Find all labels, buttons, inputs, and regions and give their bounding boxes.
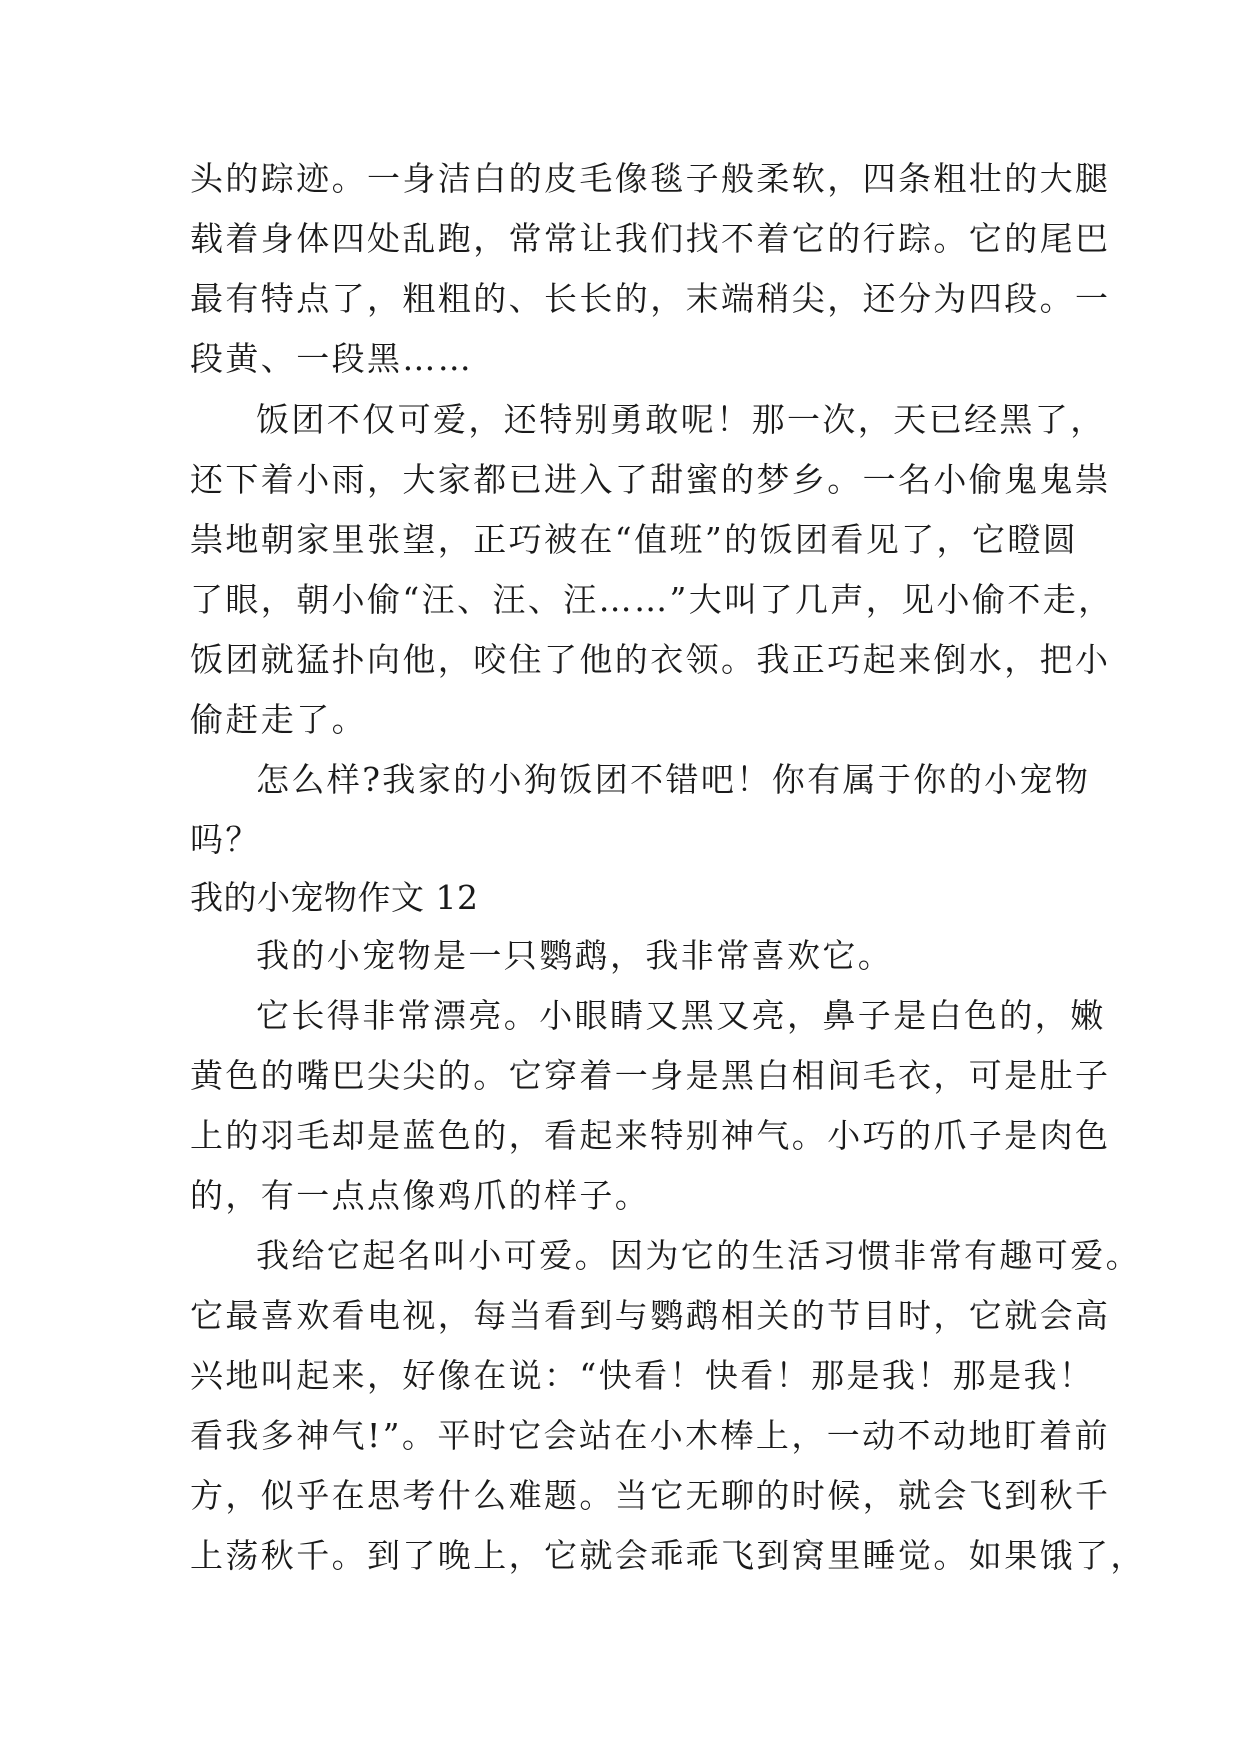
paragraph-line: 吗？: [190, 820, 261, 859]
paragraph-line: 还下着小雨，大家都已进入了甜蜜的梦乡。一名小偷鬼鬼祟: [190, 460, 1111, 499]
paragraph-line: 它长得非常漂亮。小眼睛又黑又亮，鼻子是白色的，嫩: [256, 996, 1106, 1035]
paragraph-line: 段黄、一段黑……: [190, 339, 474, 378]
paragraph-line: 怎么样?我家的小狗饭团不错吧！你有属于你的小宠物: [256, 760, 1091, 799]
paragraph-line: 黄色的嘴巴尖尖的。它穿着一身是黑白相间毛衣，可是肚子: [190, 1056, 1111, 1095]
paragraph-line: 的，有一点点像鸡爪的样子。: [190, 1176, 651, 1215]
paragraph-line: 上的羽毛却是蓝色的，看起来特别神气。小巧的爪子是肉色: [190, 1116, 1111, 1155]
paragraph-line: 载着身体四处乱跑，常常让我们找不着它的行踪。它的尾巴: [190, 219, 1111, 258]
paragraph-line: 上荡秋千。到了晚上，它就会乖乖飞到窝里睡觉。如果饿了，: [190, 1536, 1146, 1575]
paragraph-line: 头的踪迹。一身洁白的皮毛像毯子般柔软，四条粗壮的大腿: [190, 159, 1111, 198]
paragraph-line: 祟地朝家里张望，正巧被在“值班”的饭团看见了，它瞪圆: [190, 520, 1079, 559]
paragraph-line: 我的小宠物是一只鹦鹉，我非常喜欢它。: [256, 936, 894, 975]
paragraph-line: 方，似乎在思考什么难题。当它无聊的时候，就会飞到秋千: [190, 1476, 1111, 1515]
paragraph-line: 了眼，朝小偷“汪、汪、汪……”大叫了几声，见小偷不走，: [190, 580, 1114, 619]
paragraph-line: 饭团就猛扑向他，咬住了他的衣领。我正巧起来倒水，把小: [190, 640, 1111, 679]
paragraph-line: 饭团不仅可爱，还特别勇敢呢！那一次，天已经黑了，: [256, 400, 1106, 439]
section-heading: 我的小宠物作文 12: [190, 878, 479, 917]
paragraph-line: 它最喜欢看电视，每当看到与鹦鹉相关的节目时，它就会高: [190, 1296, 1111, 1335]
paragraph-line: 偷赶走了。: [190, 700, 367, 739]
paragraph-line: 兴地叫起来，好像在说：“快看！快看！那是我！那是我！: [190, 1356, 1095, 1395]
paragraph-line: 看我多神气!”。平时它会站在小木棒上，一动不动地盯着前: [190, 1416, 1110, 1455]
paragraph-line: 我给它起名叫小可爱。因为它的生活习惯非常有趣可爱。: [256, 1236, 1141, 1275]
paragraph-line: 最有特点了，粗粗的、长长的，末端稍尖，还分为四段。一: [190, 279, 1111, 318]
